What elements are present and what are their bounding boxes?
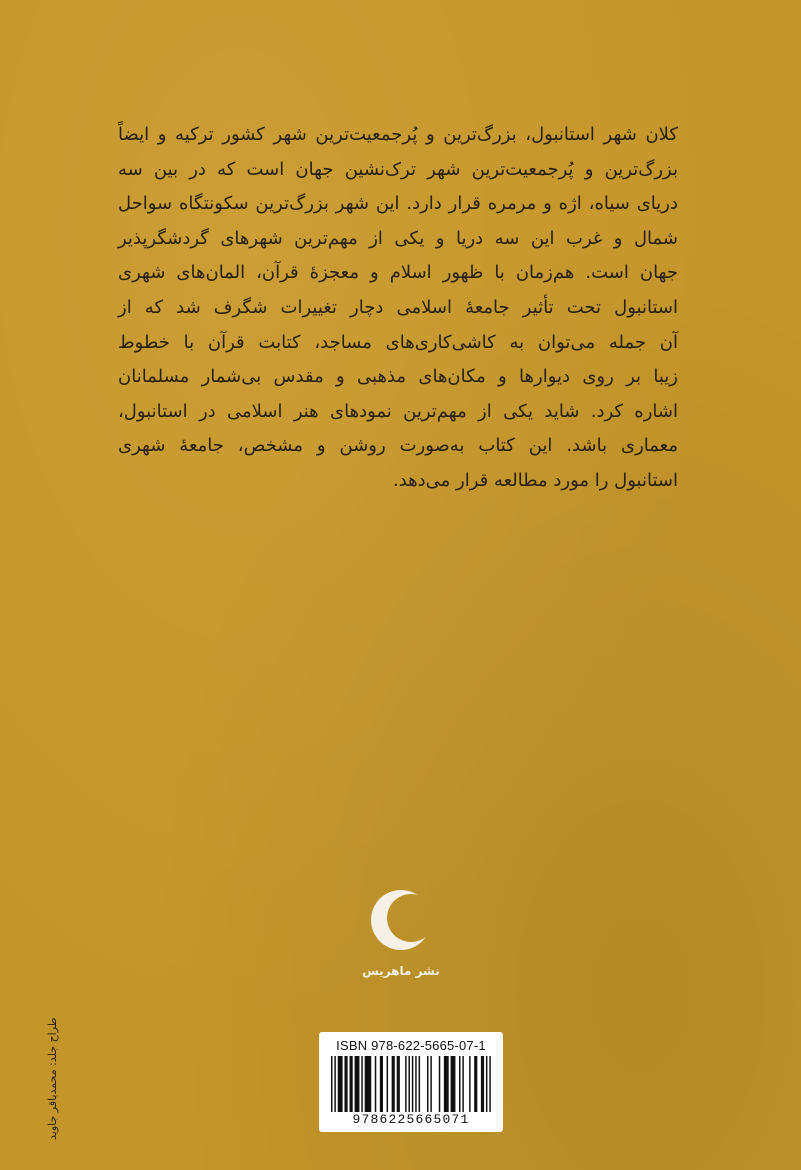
barcode-bar: [380, 1056, 383, 1112]
barcode-bar: [481, 1056, 484, 1112]
isbn-label: ISBN 978-622-5665-07-1: [336, 1038, 486, 1053]
barcode-bar: [489, 1056, 490, 1112]
barcode-bar: [412, 1056, 413, 1112]
barcode-bar: [355, 1056, 360, 1112]
barcode-bar: [415, 1056, 416, 1112]
crescent-moon-icon: [365, 880, 437, 960]
barcode-bar: [392, 1056, 395, 1112]
barcode-bar: [474, 1056, 477, 1112]
isbn-barcode: [319, 1032, 503, 1132]
barcode-bar: [334, 1056, 335, 1112]
blurb-line: معماری باشد. این کتاب به‌صورت روشن و مشخص، جامعهٔ شهری: [118, 435, 678, 457]
barcode-bar: [444, 1056, 449, 1112]
blurb-line: شمال و غرب این سه دریا و یکی از مهم‌ترین شهرهای گردشگرپذیر: [118, 227, 678, 249]
blurb-line: دریای سیاه، اژه و مرمره قرار دارد. این شهر بزرگ‌ترین سکونتگاه سواحل: [118, 193, 678, 215]
barcode-bar: [361, 1056, 362, 1112]
blurb-line: اشاره کرد. شاید یکی از مهم‌ترین نمودهای هنر اسلامی در استانبول،: [118, 400, 678, 422]
blurb-line: استانبول را مورد مطالعه قرار می‌دهد.: [392, 469, 678, 491]
barcode-bar: [344, 1056, 347, 1112]
blurb-line: بزرگ‌ترین و پُرجمعیت‌ترین شهر ترک‌نشین جهان است که در بین سه: [118, 158, 678, 180]
barcode-bar: [451, 1056, 456, 1112]
barcode-bar: [408, 1056, 409, 1112]
barcode-bar: [419, 1056, 420, 1112]
barcode-bar: [350, 1056, 353, 1112]
barcode-bar: [387, 1056, 388, 1112]
barcode-digits: 9786225665071: [352, 1112, 470, 1127]
barcode-bar: [459, 1056, 460, 1112]
barcode-bar: [365, 1056, 372, 1112]
barcode-bar: [486, 1056, 487, 1112]
blurb-line: کلان شهر استانبول، بزرگ‌ترین و پُرجمعیت‌ترین شهر کشور ترکیه و ایضاً: [118, 124, 678, 145]
barcode-bar: [338, 1056, 343, 1112]
blurb-text: [118, 118, 678, 499]
barcode-bar: [427, 1056, 428, 1112]
publisher-name: نشر ماهریس: [362, 964, 440, 978]
blurb-line: زیبا بر روی دیوارها و مکان‌های مذهبی و مقدس بی‌شمار مسلمانان: [118, 366, 678, 388]
barcode-bar: [397, 1056, 400, 1112]
blurb-line: جهان است. هم‌زمان با ظهور اسلام و معجزهٔ قرآن، المان‌های شهری: [118, 262, 678, 284]
barcode-bar: [375, 1056, 376, 1112]
barcode-bar: [405, 1056, 406, 1112]
cover-designer-credit: طراح جلد: محمدباقر جاوید: [46, 1017, 59, 1140]
barcode-bar: [462, 1056, 463, 1112]
blurb-line: استانبول تحت تأثیر جامعهٔ اسلامی دچار تغییرات شگرف شد که از: [118, 296, 678, 318]
barcode-bar: [469, 1056, 470, 1112]
blurb-line: آن جمله می‌توان به کاشی‌کاری‌های مساجد، کتابت قرآن با خطوط: [118, 331, 678, 353]
barcode-bars: [331, 1056, 491, 1112]
barcode-bar: [331, 1056, 332, 1112]
barcode-bar: [439, 1056, 440, 1112]
barcode-bar: [430, 1056, 431, 1112]
